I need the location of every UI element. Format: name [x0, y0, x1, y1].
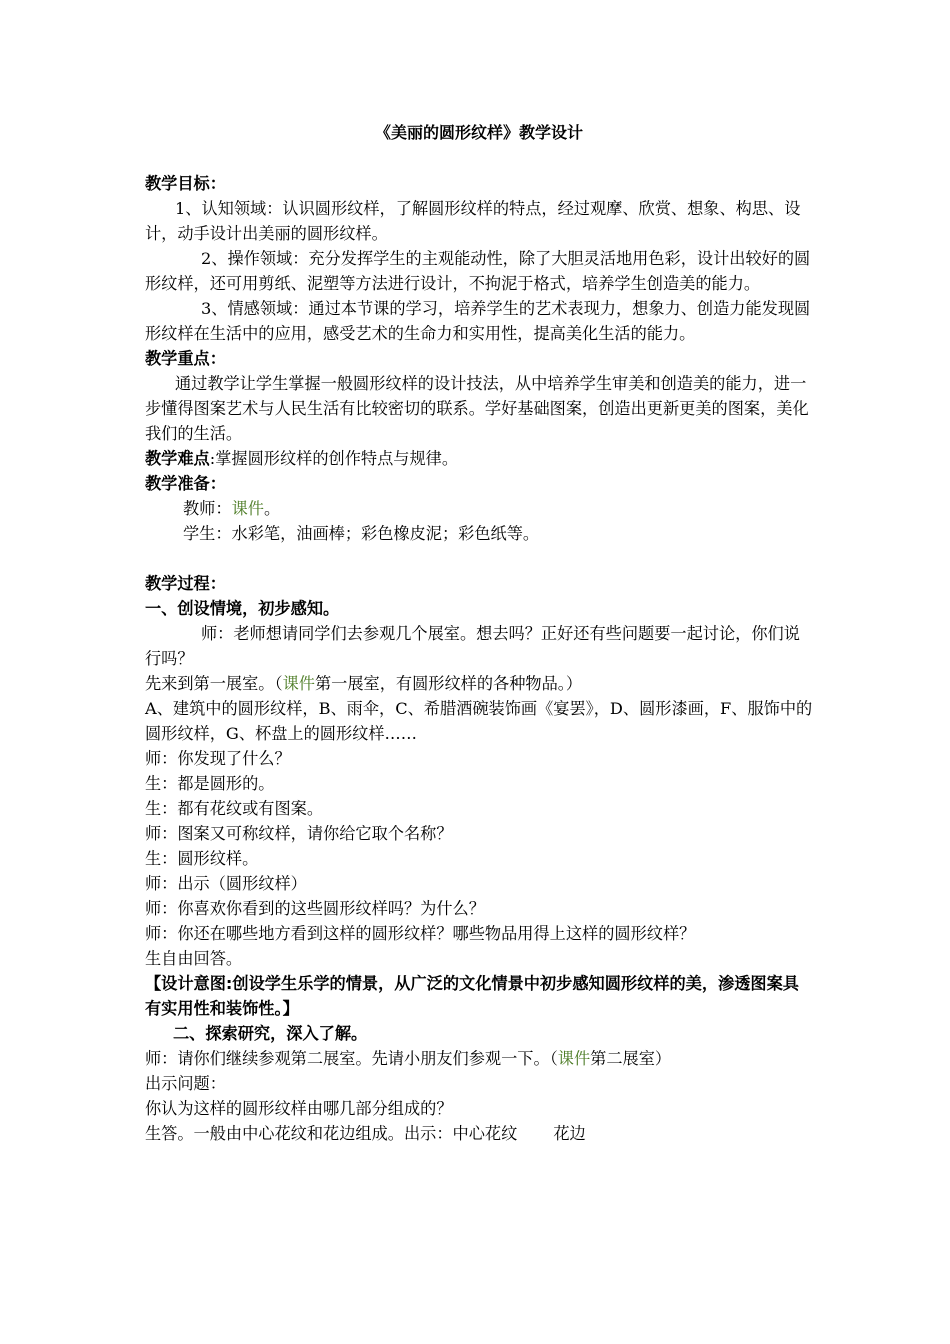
- courseware-link[interactable]: 课件: [231, 499, 264, 518]
- prep-teacher-end: 。: [263, 499, 281, 518]
- prep-student: 学生：水彩笔，油画棒；彩色橡皮泥；彩色纸等。: [183, 524, 540, 543]
- prep-teacher-label: 教师：: [183, 499, 232, 518]
- dialogue-line: 出示问题：: [145, 1074, 226, 1093]
- difficulty-heading: 教学难点: [145, 449, 210, 468]
- dialogue-line: 师：图案又可称纹样，请你给它取个名称？: [145, 824, 453, 843]
- section-1-heading: 一、创设情境，初步感知。: [145, 599, 340, 618]
- dialogue-line: 你认为这样的圆形纹样由哪几部分组成的？: [145, 1099, 453, 1118]
- courseware-link[interactable]: 课件: [282, 674, 315, 693]
- objective-3: 3、情感领域：通过本节课的学习，培养学生的艺术表现力，想象力、创造力能发现圆形纹样在生活中的应用，感受艺术的生命力和实用性，提高美化生活的能力。: [145, 299, 811, 343]
- section-2-heading: 二、探索研究，深入了解。: [173, 1024, 368, 1043]
- section-2-intro: [145, 1046, 813, 1071]
- objective-2: 2、操作领域：充分发挥学生的主观能动性，除了大胆灵活地用色彩，设计出较好的圆形纹样，还可用剪纸、泥塑等方法进行设计，不拘泥于格式，培养学生创造美的能力。: [145, 249, 811, 293]
- s2-text-b: 第二展室）: [590, 1049, 672, 1068]
- dialogue-line: 师：你发现了什么？: [145, 749, 291, 768]
- objective-1: 1、认知领域：认识圆形纹样，了解圆形纹样的特点，经过观摩、欣赏、想象、构思、设计，动手设计出美丽的圆形纹样。: [145, 199, 801, 243]
- section-1-room: [145, 671, 813, 696]
- section-1-items: A、建筑中的圆形纹样，B、雨伞，C、希腊酒碗装饰画《宴罢》，D、圆形漆画，F、服饰中的圆形纹样，G、杯盘上的圆形纹样……: [145, 699, 813, 743]
- courseware-link[interactable]: 课件: [557, 1049, 591, 1068]
- dialogue-line: 生：都有花纹或有图案。: [145, 799, 324, 818]
- design-intent: 【设计意图:创设学生乐学的情景，从广泛的文化情景中初步感知圆形纹样的美，渗透图案具有实用性和装饰性。】: [145, 974, 799, 1018]
- difficulty-line: [145, 446, 813, 471]
- objectives-heading: 教学目标：: [145, 174, 226, 193]
- answer-text-a: 生答。一般由中心花纹和花边组成。出示：中心花纹: [145, 1124, 518, 1143]
- s2-text-a: 师：请你们继续参观第二展室。先请小朋友们参观一下。（: [145, 1049, 558, 1068]
- section-1-intro: 师：老师想请同学们去参观几个展室。想去吗？正好还有些问题要一起讨论，你们说行吗？: [145, 624, 800, 668]
- prep-heading: 教学准备：: [145, 474, 226, 493]
- dialogue-line: 生自由回答。: [145, 949, 243, 968]
- key-point-text: 通过教学让学生掌握一般圆形纹样的设计技法，从中培养学生审美和创造美的能力，进一步懂得图案艺术与人民生活有比较密切的联系。学好基础图案，创造出更新更美的图案，美化我们的生活。: [145, 374, 809, 443]
- dialogue-line: 师：出示（圆形纹样）: [145, 874, 307, 893]
- document-title: 《美丽的圆形纹样》教学设计: [374, 123, 583, 142]
- difficulty-text: :掌握圆形纹样的创作特点与规律。: [209, 449, 459, 468]
- dialogue-line: 生：都是圆形的。: [145, 774, 275, 793]
- prep-teacher: [145, 496, 813, 521]
- key-point-heading: 教学重点：: [145, 349, 226, 368]
- room-text-b: 第一展室，有圆形纹样的各种物品。）: [314, 674, 583, 693]
- section-2-answer: [145, 1121, 813, 1146]
- room-text-a: 先来到第一展室。（: [145, 674, 283, 693]
- process-heading: 教学过程：: [145, 574, 226, 593]
- dialogue-line: 师：你喜欢你看到的这些圆形纹样吗？为什么？: [145, 899, 485, 918]
- document-page: [145, 120, 813, 1146]
- answer-text-b: 花边: [553, 1124, 586, 1143]
- dialogue-line: 生：圆形纹样。: [145, 849, 259, 868]
- dialogue-line: 师：你还在哪些地方看到这样的圆形纹样？哪些物品用得上这样的圆形纹样？: [145, 924, 696, 943]
